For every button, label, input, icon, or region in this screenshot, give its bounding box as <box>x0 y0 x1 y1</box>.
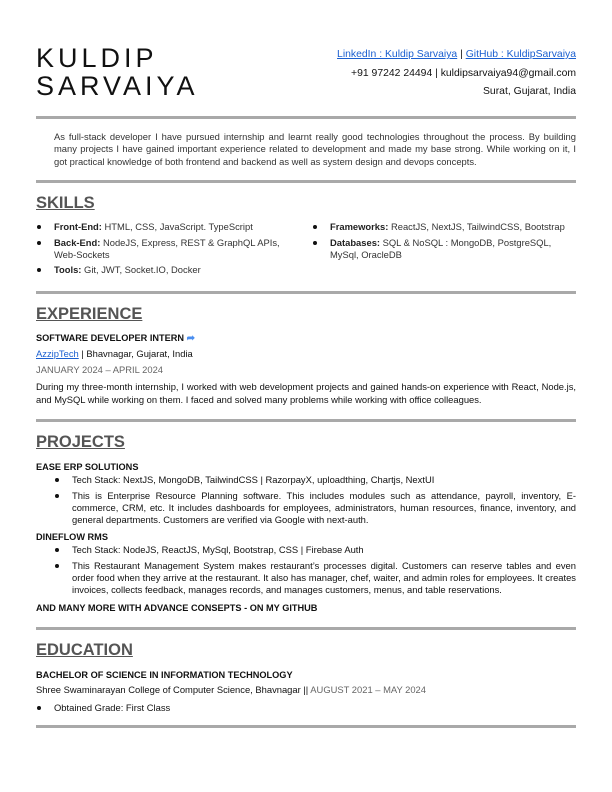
education-dates: AUGUST 2021 – MAY 2024 <box>310 683 426 695</box>
skill-value: Git, JWT, Socket.IO, Docker <box>81 264 201 276</box>
experience-heading: EXPERIENCE <box>36 305 143 324</box>
project-bullets <box>36 474 576 526</box>
skill-value: SQL & NoSQL : MongoDB, PostgreSQL, MySql, OracleDB <box>330 236 552 260</box>
skills-heading: SKILLS <box>36 194 95 213</box>
share-arrow-icon: ➦ <box>186 333 195 345</box>
project-name: EASE ERP SOLUTIONS <box>36 462 139 473</box>
list-item: This Restaurant Management System makes restaurant’s processes digital. Customers can reserve tables and even order food when they arrive at the restaurant. It also has manager, chef, waiter, and admin roles for employees. It creates invoices, collects feedback, manages records, and manages customers, menus, and table reservations. <box>36 560 576 597</box>
summary: As full-stack developer I have pursued internship and learnt really good technologies throughout the process. By building many projects I have gained important experience related to development and made my base strong. While working on it, I got practical knowledge of both frontend and backend as well as system design and devops concepts. <box>54 131 576 167</box>
github-link[interactable]: GitHub : KuldipSarvaiya <box>465 49 576 60</box>
resume <box>36 0 576 728</box>
linkedin-link[interactable]: LinkedIn : Kuldip Sarvaiya <box>337 49 458 60</box>
skills-right <box>312 221 576 279</box>
divider <box>36 291 576 294</box>
company-location: | Bhavnagar, Gujarat, India <box>78 348 193 360</box>
list-item: Obtained Grade: First Class <box>36 702 576 714</box>
college-name: Shree Swaminarayan College of Computer Science, Bhavnagar || <box>36 683 311 695</box>
name-first: KULDIP <box>36 43 158 73</box>
skill-value: HTML, CSS, JavaScript. TypeScript <box>101 221 253 233</box>
job-role <box>36 331 576 346</box>
skill-label: Tools: <box>54 264 82 276</box>
divider <box>36 419 576 422</box>
name-last: SARVAIYA <box>36 71 199 101</box>
skill-item <box>312 221 576 233</box>
degree: BACHELOR OF SCIENCE IN INFORMATION TECHNOLOGY <box>36 669 293 680</box>
job-description: During my three-month internship, I worked with web development projects and gained hands-on experience with React, Node.js, and MySQL while working on them. I faced and solved many problems while working with office colleagues. <box>36 381 576 405</box>
skill-item <box>312 237 576 262</box>
resume-header <box>36 0 576 116</box>
projects-heading: PROJECTS <box>36 433 125 452</box>
project-name: DINEFLOW RMS <box>36 532 108 543</box>
list-item: Tech Stack: NextJS, MongoDB, TailwindCSS | RazorpayX, uploadthing, Chartjs, NextUI <box>36 474 576 486</box>
skills-list <box>36 221 576 291</box>
list-item: This is Enterprise Resource Planning software. This includes modules such as attendance, payroll, inventory, E-commerce, CRM, etc. It includes dashboards for employees, administrators, human resources, finance, inventory, and general departments. Customers are verified via Google with next-auth. <box>36 490 576 527</box>
divider <box>36 627 576 630</box>
skill-item <box>36 221 300 233</box>
project-bullets <box>36 544 576 596</box>
role-text: SOFTWARE DEVELOPER INTERN <box>36 333 185 344</box>
education-heading: EDUCATION <box>36 640 133 659</box>
separator: | <box>457 49 466 60</box>
list-item: Tech Stack: NodeJS, ReactJS, MySql, Bootstrap, CSS | Firebase Auth <box>36 544 576 556</box>
contact-info <box>337 46 576 102</box>
more-projects-note: AND MANY MORE WITH ADVANCE CONSEPTS - ON MY GITHUB <box>36 602 318 613</box>
skill-label: Frameworks: <box>330 221 389 233</box>
divider <box>36 725 576 728</box>
skill-value: ReactJS, NextJS, TailwindCSS, Bootstrap <box>388 221 565 233</box>
company-line <box>36 346 576 362</box>
skill-label: Back-End: <box>54 236 101 248</box>
skill-label: Front-End: <box>54 221 102 233</box>
skill-value: NodeJS, Express, REST & GraphQL APIs, Web-Sockets <box>54 236 280 260</box>
company-link[interactable]: AzzipTech <box>36 348 79 360</box>
skill-item <box>36 237 300 262</box>
skills-left <box>36 221 300 279</box>
job-dates: JANUARY 2024 – APRIL 2024 <box>36 364 163 376</box>
skill-item <box>36 264 300 276</box>
location: Surat, Gujarat, India <box>483 86 576 97</box>
college-line <box>36 682 576 698</box>
education-bullets <box>36 702 576 725</box>
divider <box>36 180 576 183</box>
candidate-name <box>36 44 199 100</box>
phone-email: +91 97242 24494 | kuldipsarvaiya94@gmail.com <box>351 67 576 79</box>
projects-list <box>36 460 576 596</box>
skill-label: Databases: <box>330 236 381 248</box>
